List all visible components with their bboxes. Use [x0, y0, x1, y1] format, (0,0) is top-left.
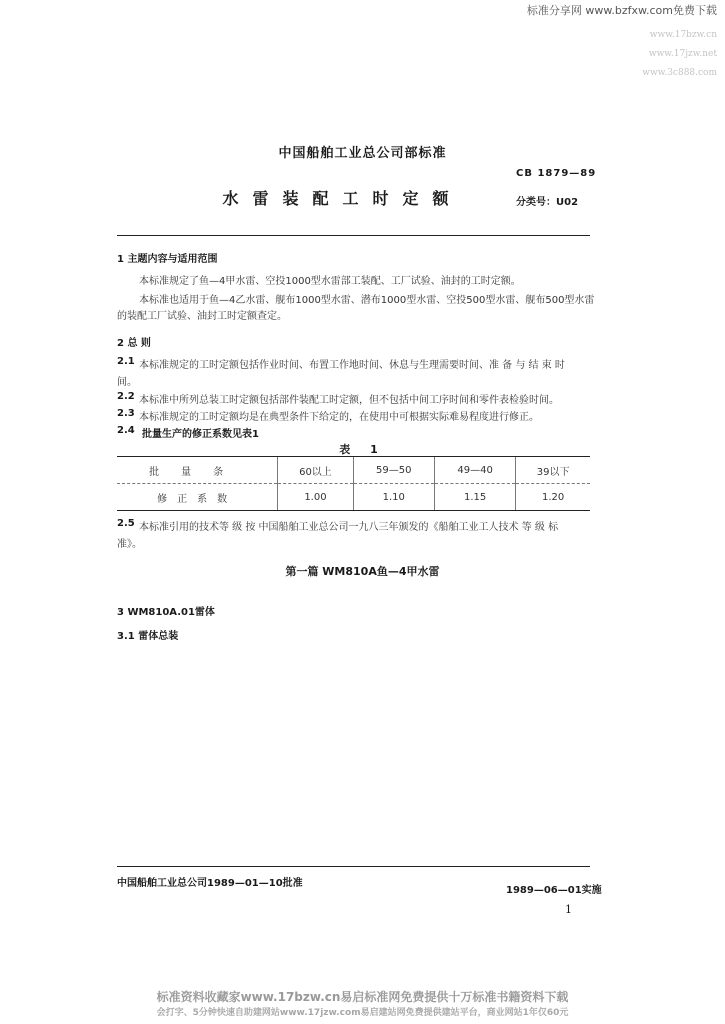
table-1-title: 表 1	[339, 443, 386, 456]
item-2-3-number: 2.3	[117, 408, 135, 419]
table-cell: 1.10	[353, 484, 434, 511]
item-2-2-number: 2.2	[117, 391, 135, 402]
table-cell: 1.15	[434, 484, 515, 511]
item-2-4-number: 2.4	[117, 425, 135, 436]
table-header-cell	[117, 484, 278, 511]
table-cell: 39以下	[516, 457, 590, 484]
bottom-banner-line-1: 标准资料收藏家www.17bzw.cn易启标准网免费提供十万标准书籍资料下载	[156, 990, 569, 1004]
page-number: 1	[565, 903, 572, 916]
item-2-5-text-cont: 准》。	[117, 539, 142, 550]
section-1-para-2: 本标准也适用于鱼—4乙水雷、舰布1000型水雷、潜布1000型水雷、空投500型水雷、舰布500型水雷	[139, 295, 595, 306]
document-title: 水雷装配工时定额	[222, 189, 463, 208]
item-2-3-text: 本标准规定的工时定额均是在典型条件下给定的，在使用中可根据实际难易程度进行修正。	[139, 412, 539, 423]
table-cell: 1.20	[516, 484, 590, 511]
approval-date: 中国船舶工业总公司1989—01—10批准	[117, 878, 303, 889]
section-1-para-2-cont: 的装配工厂试验、油封工时定额查定。	[117, 311, 287, 322]
bottom-banner-line-2: 会打字、5分钟快速自助建网站www.17jzw.com易启建站网免费提供建站平台，商业网站1年仅60元	[156, 1008, 569, 1018]
table-cell: 60以上	[278, 457, 353, 484]
section-1-heading: 1 主题内容与适用范围	[117, 254, 218, 265]
table-cell: 1.00	[278, 484, 353, 511]
footer-rule	[117, 866, 590, 867]
effective-date: 1989—06—01实施	[506, 885, 602, 896]
watermark-faint-2: www.17jzw.net	[648, 49, 717, 59]
item-2-5-text: 本标准引用的技术等 级 按 中国船舶工业总公司一九八三年颁发的《船舶工业工人技术 等 级 标	[139, 522, 559, 533]
table-row	[117, 457, 590, 484]
issuing-organization: 中国船舶工业总公司部标准	[278, 146, 447, 161]
section-3-1-heading: 3.1 雷体总装	[117, 631, 179, 642]
watermark-faint-3: www.3c888.com	[642, 68, 717, 78]
item-2-5-number: 2.5	[117, 518, 135, 529]
table-row	[117, 484, 590, 511]
item-2-2-text: 本标准中所列总装工时定额包括部件装配工时定额，但不包括中间工序时间和零件表检验时间。	[139, 395, 559, 406]
classification-number: 分类号：U02	[516, 197, 579, 208]
header-rule	[117, 235, 590, 236]
section-3-heading: 3 WM810A.01雷体	[117, 607, 215, 618]
item-2-1-text-cont: 间。	[117, 377, 137, 388]
item-2-1-number: 2.1	[117, 356, 135, 367]
batch-size-header: 批量条	[149, 466, 246, 478]
part-1-title: 第一篇 WM810A鱼—4甲水雷	[285, 565, 440, 578]
section-2-heading: 2 总 则	[117, 338, 151, 349]
item-2-4-text: 批量生产的修正系数见表1	[142, 429, 259, 440]
table-cell: 59—50	[353, 457, 434, 484]
watermark-faint-1: www.17bzw.cn	[649, 30, 717, 40]
table-cell: 49—40	[434, 457, 515, 484]
standard-code: CB 1879—89	[516, 168, 597, 179]
correction-factor-header: 修正系数	[157, 493, 238, 505]
table-header-cell	[117, 457, 278, 484]
watermark-top: 标准分享网 www.bzfxw.com免费下载	[526, 4, 717, 17]
correction-factor-table	[117, 456, 590, 511]
section-1-para-1: 本标准规定了鱼—4甲水雷、空投1000型水雷部工装配、工厂试验、油封的工时定额。	[139, 276, 521, 287]
item-2-1-text: 本标准规定的工时定额包括作业时间、布置工作地时间、休息与生理需要时间、准 备 与 结 束 时	[139, 360, 565, 371]
